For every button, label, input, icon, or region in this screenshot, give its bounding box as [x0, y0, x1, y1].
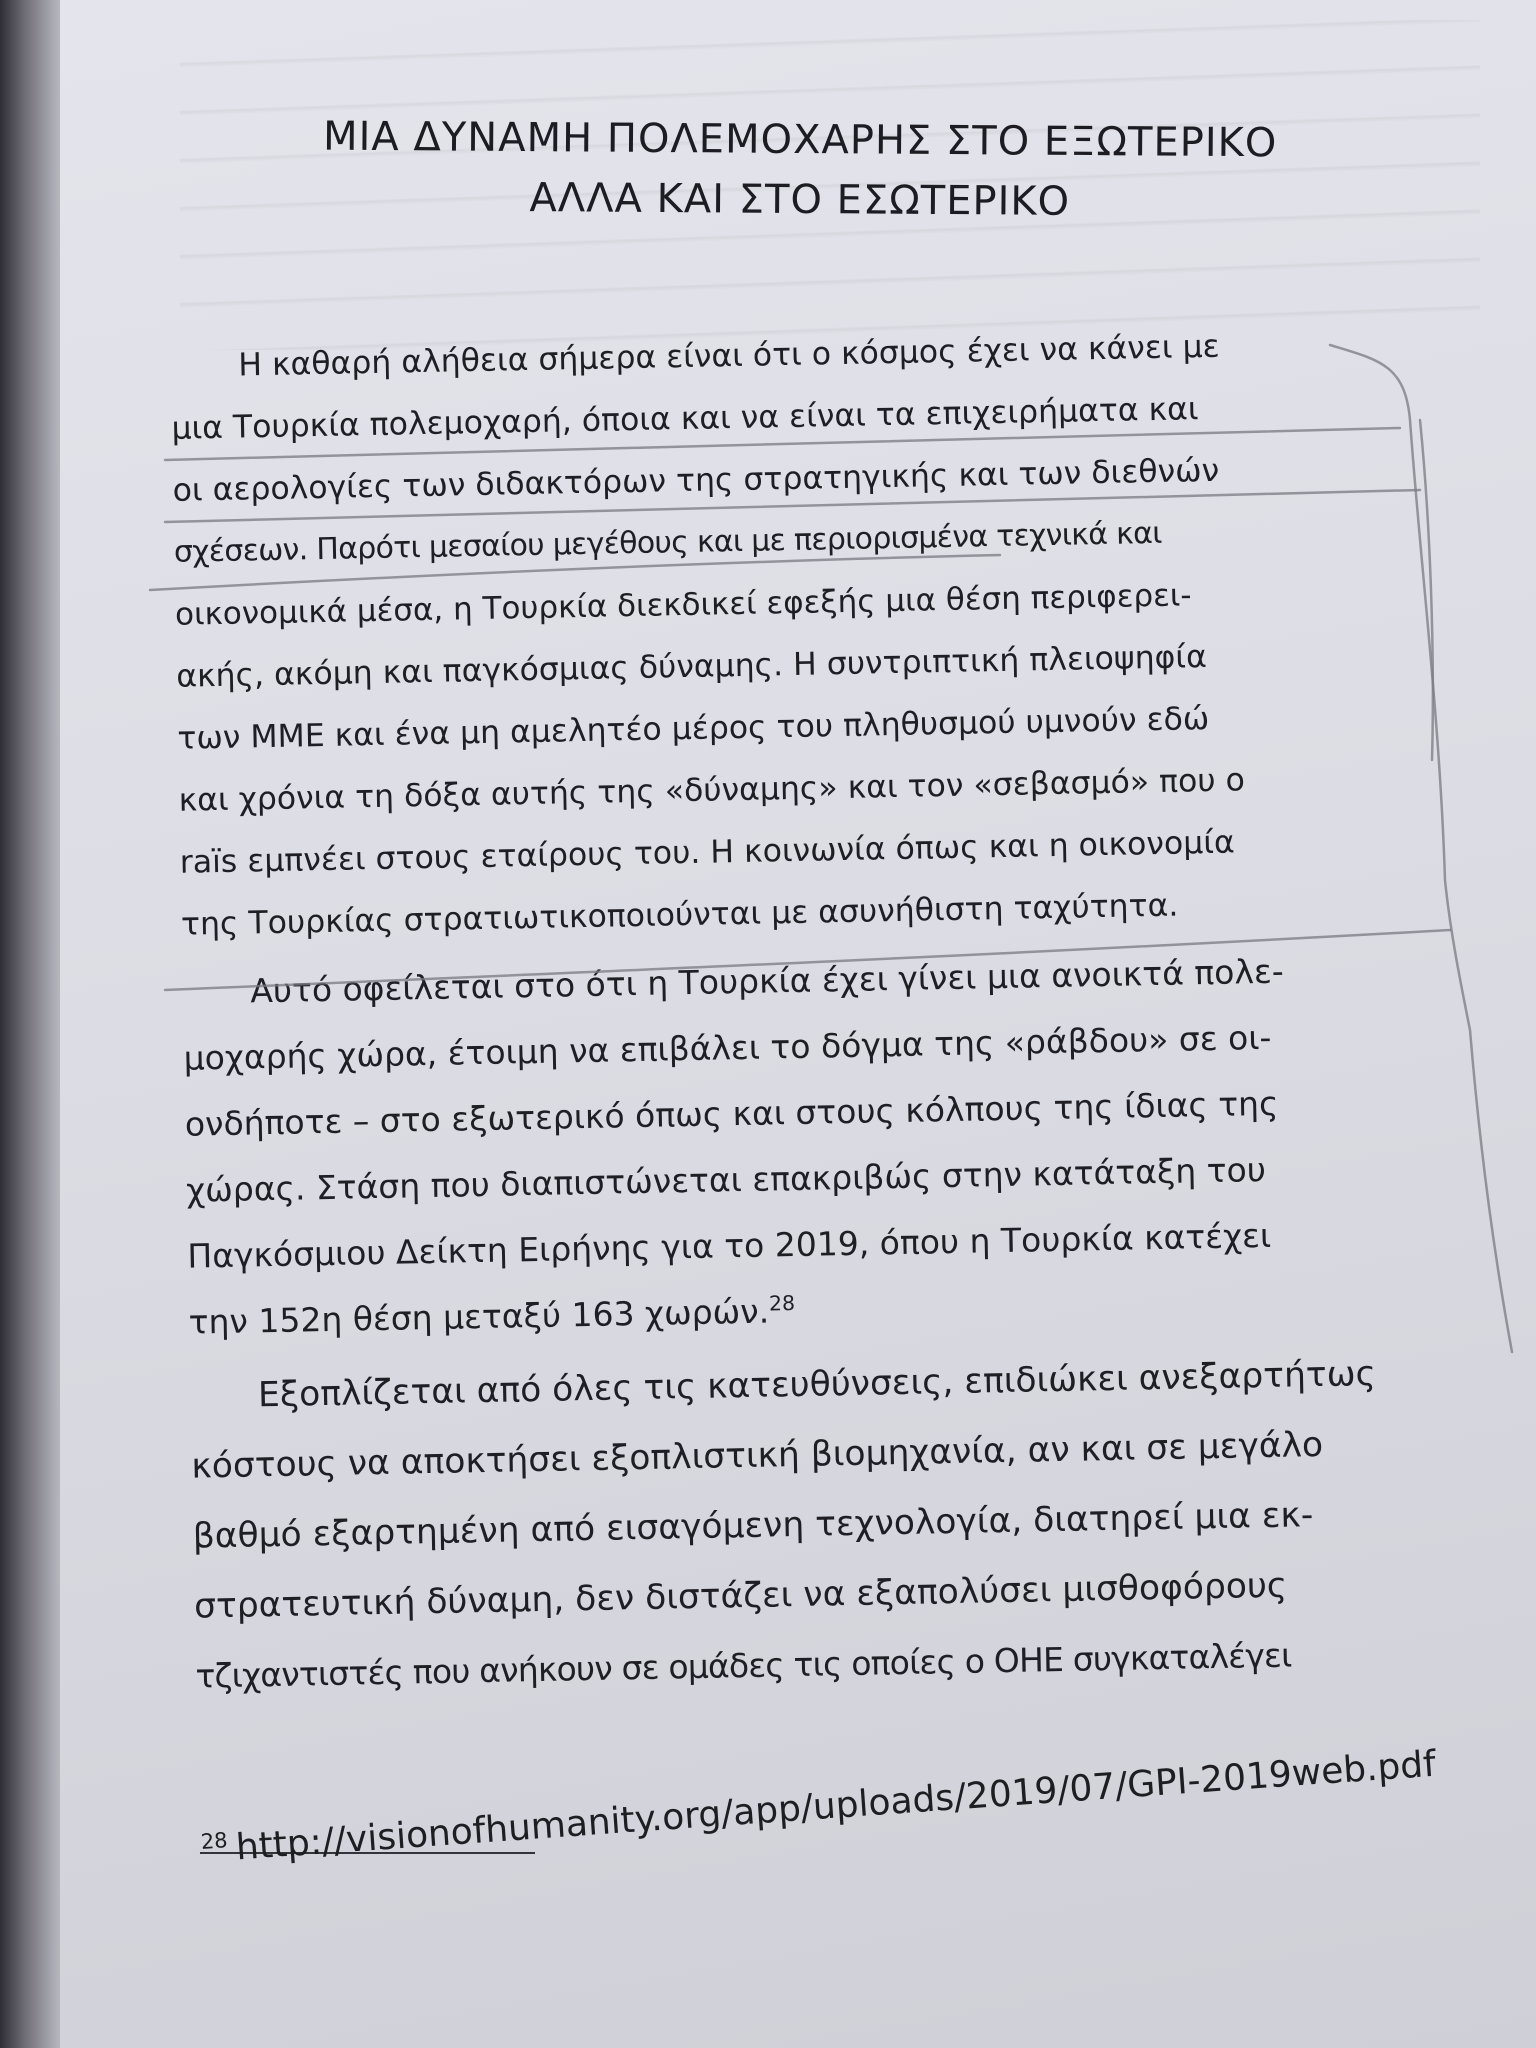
text-line: Αυτό οφείλεται στο ότι η Τουρκία έχει γίνει μια ανοικτά πολε-	[249, 951, 1285, 1011]
footnote-url[interactable]: http://visionofhumanity.org/app/uploads/2019/07/GPI-2019web.pdf	[234, 1743, 1438, 1869]
book-page	[60, 0, 1536, 2048]
text-line: ονδήποτε – στο εξωτερικό όπως και στους κόλπους της ίδιας της	[184, 1083, 1279, 1144]
text-line: Η καθαρή αλήθεια σήμερα είναι ότι ο κόσμος έχει να κάνει με	[237, 328, 1220, 384]
footnote-number: 28	[200, 1828, 229, 1854]
text-line: σχέσεων. Παρότι μεσαίου μεγέθους και με περιορισμένα τεχνικά και	[173, 515, 1162, 570]
chapter-heading	[150, 105, 1451, 234]
footnote-reference[interactable]: 28	[768, 1291, 796, 1316]
text-line: των ΜΜΕ και ένα μη αμελητέο μέρος του πληθυσμού υμνούν εδώ	[177, 700, 1210, 757]
text-line: ακής, ακόμη και παγκόσμιας δύναμης. Η συντριπτική πλειοψηφία	[175, 639, 1208, 695]
text-line: τζιχαντιστές που ανήκουν σε ομάδες τις οποίες ο ΟΗΕ συγκαταλέγει	[195, 1635, 1292, 1696]
text-line: και χρόνια τη δόξα αυτής της «δύναμης» και τον «σεβασμό» που ο	[178, 762, 1246, 819]
text-line: της Τουρκίας στρατιωτικοποιούνται με ασυνήθιστη ταχύτητα.	[180, 887, 1179, 943]
text-line: οικονομικά μέσα, η Τουρκία διεκδικεί εφεξής μια θέση περιφερει-	[174, 577, 1192, 633]
text-line: στρατευτική δύναμη, δεν διστάζει να εξαπολύσει μισθοφόρους	[193, 1565, 1288, 1627]
text-line: οι αερολογίες των διδακτόρων της στρατηγικής και των διεθνών	[172, 452, 1220, 509]
heading-line-2: ΑΛΛΑ ΚΑΙ ΣΤΟ ΕΣΩΤΕΡΙΚΟ	[529, 175, 1071, 225]
text-line: Εξοπλίζεται από όλες τις κατευθύνσεις, επιδιώκει ανεξαρτήτως	[257, 1353, 1377, 1416]
text-line: μοχαρής χώρα, έτοιμη να επιβάλει το δόγμα της «ράβδου» σε οι-	[183, 1017, 1272, 1078]
text-line-content: την 152η θέση μεταξύ 163 χωρών.	[188, 1291, 770, 1342]
text-line: μια Τουρκία πολεμοχαρή, όποια και να είναι τα επιχειρήματα και	[171, 391, 1199, 447]
heading-line-1: ΜΙΑ ΔΥΝΑΜΗ ΠΟΛΕΜΟΧΑΡΗΣ ΣΤΟ ΕΞΩΤΕΡΙΚΟ	[322, 113, 1278, 167]
text-line: βαθμό εξαρτημένη από εισαγόμενη τεχνολογία, διατηρεί μια εκ-	[192, 1495, 1314, 1557]
text-line: raïs εμπνέει στους εταίρους του. Η κοινωνία όπως και η οικονομία	[179, 824, 1236, 881]
text-line: Παγκόσμιου Δείκτη Ειρήνης για το 2019, όπου η Τουρκία κατέχει	[187, 1215, 1272, 1276]
text-line: κόστους να αποκτήσει εξοπλιστική βιομηχανία, αν και σε μεγάλο	[191, 1424, 1324, 1487]
text-line: χώρας. Στάση που διαπιστώνεται επακριβώς στην κατάταξη του	[185, 1149, 1267, 1210]
